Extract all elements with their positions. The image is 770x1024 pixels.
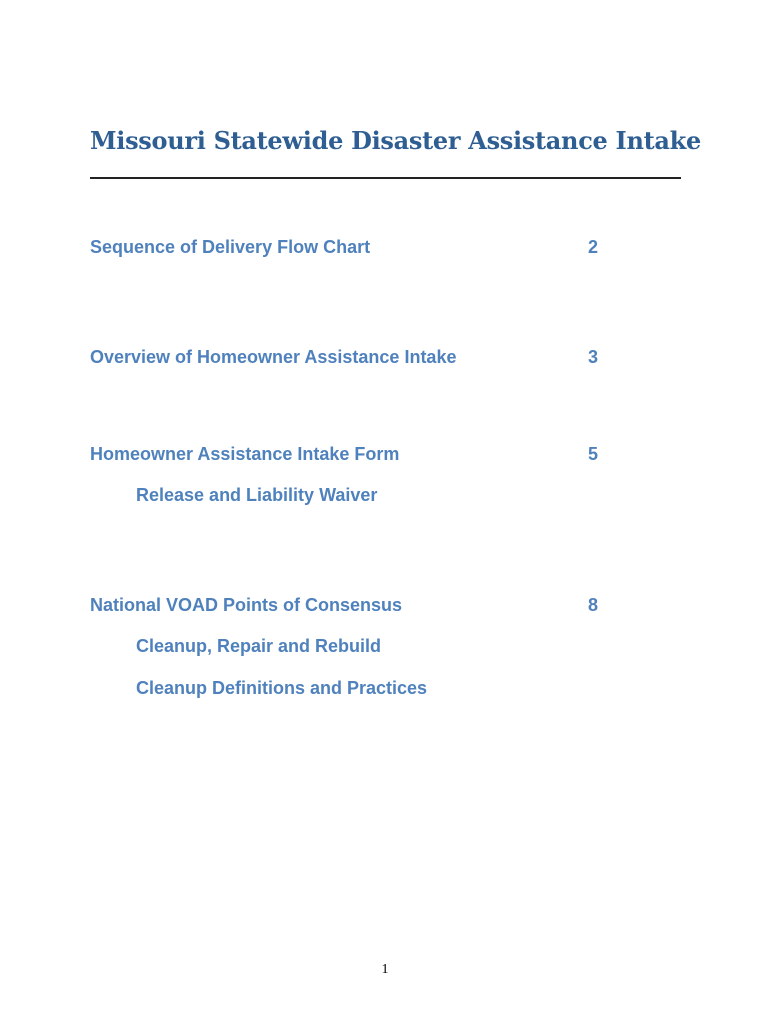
toc-entry-page-number: 2 [588, 237, 599, 257]
toc-entry-intake-form[interactable] [90, 444, 610, 468]
toc-subitem-release-waiver[interactable]: Release and Liability Waiver [136, 485, 378, 505]
toc-entry-page-number: 5 [588, 444, 599, 464]
document-title: Missouri Statewide Disaster Assistance Intake [90, 126, 701, 155]
toc-subitem-cleanup-definitions[interactable]: Cleanup Definitions and Practices [136, 678, 428, 698]
toc-entry-label: Sequence of Delivery Flow Chart [90, 237, 371, 257]
toc-entry-voad-consensus[interactable] [90, 595, 610, 619]
toc-entry-label: Overview of Homeowner Assistance Intake [90, 347, 457, 367]
toc-entry-overview[interactable] [90, 347, 610, 371]
toc-entry-page-number: 8 [588, 595, 599, 615]
toc-entry-label: National VOAD Points of Consensus [90, 595, 403, 615]
toc-subitem-cleanup-repair[interactable]: Cleanup, Repair and Rebuild [136, 636, 382, 656]
toc-entry-page-number: 3 [588, 347, 599, 367]
toc-entry-flow-chart[interactable] [90, 237, 610, 261]
title-divider [90, 177, 681, 179]
toc-entry-label: Homeowner Assistance Intake Form [90, 444, 400, 464]
page-number: 1 [381, 962, 389, 977]
